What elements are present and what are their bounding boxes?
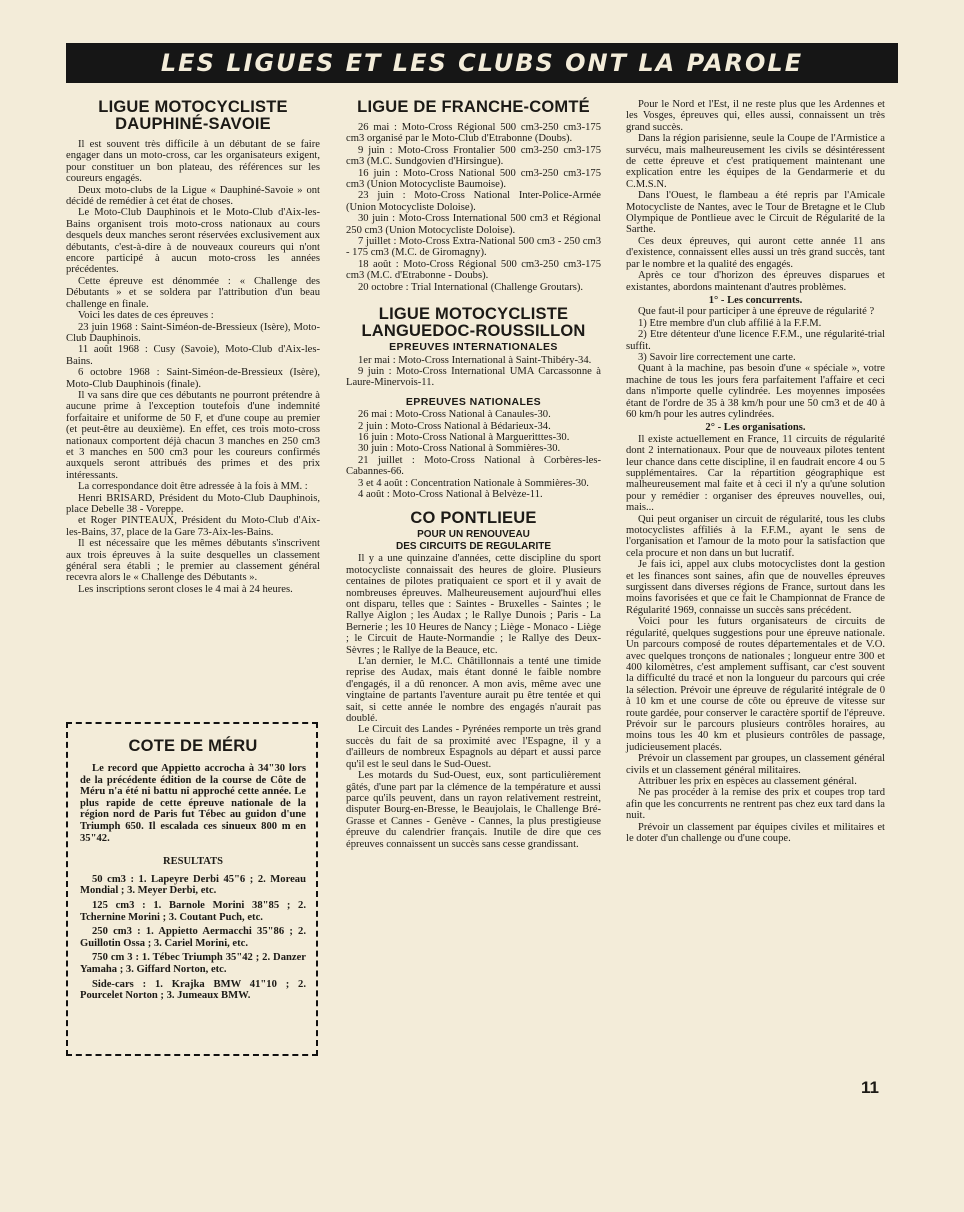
- paragraph: Il va sans dire que ces débutants ne pourront prétendre à aucune prime à l'exception toutefois d'une indemnité forfaitaire et uniforme de 50 F, et d'une coupe au premier (et peut-être au deuxième). En effet, ces trois moto-cross nationaux comportent déjà chacun 3 manches en 250 cm3 et 3 manches en 500 cm3 pour les coureurs confirmés auxquels seront attribués des primes et des prix intéressants.: [66, 389, 320, 481]
- section-banner: LES LIGUES ET LES CLUBS ONT LA PAROLE: [66, 43, 898, 83]
- column-right: [626, 99, 885, 844]
- column-middle: [346, 99, 601, 850]
- paragraph: 6 octobre 1968 : Saint-Siméon-de-Bressieux (Isère), Moto-Club Dauphinois (finale).: [66, 367, 320, 390]
- paragraph: Dans la région parisienne, seule la Coupe de l'Armistice a survécu, mais malheureusement les civils se désintéressent de cette épreuve et c'est pratiquement maintenant une explication entre les équipes de la Gendarmerie et du C.M.S.N.: [626, 133, 885, 190]
- event-line: 16 juin : Moto-Cross National à Margueritttes-30.: [358, 431, 570, 443]
- paragraph: Attribuer les prix en espèces au classement général.: [638, 775, 857, 787]
- franche-comte-body: [346, 122, 601, 293]
- paragraph: Le Moto-Club Dauphinois et le Moto-Club d'Aix-les-Bains organisent trois moto-cross nationaux au cours desquels deux manches seront réservées exclusivement aux débutants, c'est-à-dire à de nouveaux coureurs qui n'ont encore participé à aucun moto-cross les années précédentes.: [66, 207, 320, 276]
- national-events-heading: EPREUVES NATIONALES: [405, 395, 542, 408]
- event-line: 18 août : Moto-Cross Régional 500 cm3-250 cm3-175 cm3 (M.C. d'Etrabonne - Doubs).: [346, 258, 601, 282]
- paragraph: Voici les dates de ces épreuves :: [78, 310, 214, 322]
- event-line: 16 juin : Moto-Cross National 500 cm3-250 cm3-175 cm3 (Union Motocycliste Baumoise).: [346, 167, 601, 191]
- event-line: 3 et 4 août : Concentration Nationale à Sommières-30.: [358, 477, 589, 489]
- event-line: 21 juillet : Moto-Cross National à Corbères-les-Cabannes-66.: [346, 454, 601, 478]
- paragraph: Qui peut organiser un circuit de régularité, tous les clubs motocyclistes affiliés à la F.F.M., ayant le sens de l'organisation et l'amour de la moto pour la satisfaction que cela procure et non dans un but lucratif.: [626, 513, 885, 559]
- result-line: 250 cm3 : 1. Appietto Aermacchi 35"86 ; 2. Guillotin Ossa ; 3. Cariel Morini, etc.: [80, 926, 306, 949]
- co-subtitle-2: DES CIRCUITS DE REGULARITE: [395, 541, 551, 553]
- paragraph: Après ce tour d'horizon des épreuves disparues et existantes, abordons maintenant d'autres problèmes.: [626, 270, 885, 293]
- article-title-dauphine-savoie: LIGUE MOTOCYCLISTE DAUPHINÉ-SAVOIE: [98, 98, 288, 133]
- article-title-languedoc: LIGUE MOTOCYCLISTE LANGUEDOC-ROUSSILLON: [361, 305, 586, 341]
- column-dauphine-savoie: [66, 99, 320, 595]
- paragraph: Pour le Nord et l'Est, il ne reste plus que les Ardennes et les Vosges, épreuves qui, elles aussi, connaissent un très grand succès.: [626, 99, 885, 133]
- event-line: 9 juin : Moto-Cross Frontalier 500 cm3-250 cm3-175 cm3 (M.C. Sundgovien d'Hirsingue).: [346, 144, 601, 168]
- co-pontlieue-body: [346, 553, 601, 850]
- result-line: 50 cm3 : 1. Lapeyre Derbi 45"6 ; 2. Moreau Mondial ; 3. Meyer Derbi, etc.: [80, 873, 306, 897]
- paragraph: 3) Savoir lire correctement une carte.: [638, 351, 796, 363]
- event-line: 30 juin : Moto-Cross National à Sommières-30.: [358, 443, 561, 455]
- paragraph: L'an dernier, le M.C. Châtillonnais a tenté une timide reprise des Audax, mais étant donné le faible nombre d'engagés, il a dû renoncer. A mon avis, même avec une vingtaine de partants l'aventure aurait pu être tentée et qui sait, si cette année le nombre des engagés n'aurait pas doublé.: [346, 656, 601, 725]
- paragraph: Je fais ici, appel aux clubs motocyclistes dont la gestion et les finances sont saines, afin que de nouvelles épreuves surgissent dans diverses régions de France, surtout dans les moins favorisées et que ce fait le Championnat de France de Régularité 1969, connaisse un succès sans précédent.: [626, 559, 885, 616]
- result-line: Side-cars : 1. Krajka BMW 41"10 ; 2. Pourcelet Norton ; 3. Jumeaux BMW.: [80, 978, 306, 1002]
- paragraph: Il est souvent très difficile à un débutant de se faire engager dans un moto-cross, car les organisateurs exigent, pour constituer un bon plateau, des références sur les coureurs engagés.: [66, 139, 320, 185]
- paragraph: Voici pour les futurs organisateurs de circuits de régularité, quelques suggestions pour une épreuve nationale. Un parcours composé de routes départementales et de V.O. avec quelques tronçons de nationales ; longueur entre 300 et 400 kilomètres, c'est amplement suffisant, car c'est souvent la difficulté du tracé et non la longueur du parcours qui crée la sélection. Prévoir une épreuve de régularité intégrale de 0 à 10 km et une course de côte ou épreuve de vitesse sur route gardée, pour conserver le caractère sportif de l'épreuve. Prévoir sur le parcours plusieurs contrôles horaires, au moins tous les 40 km et plusieurs contrôles de passage, judicieusement placés.: [626, 616, 885, 753]
- paragraph: Le Circuit des Landes - Pyrénées remporte un très grand succès du fait de sa proximité avec l'Espagne, il y a d'ailleurs de nombreux Espagnols au départ et aussi parce qu'il est le seul dans le Sud-Ouest.: [346, 724, 601, 770]
- event-line: 1er mai : Moto-Cross International à Saint-Thibéry-34.: [358, 354, 592, 366]
- national-events-list: [346, 409, 601, 500]
- article-title-co-pontlieue: CO PONTLIEUE: [410, 509, 537, 528]
- paragraph: 23 juin 1968 : Saint-Siméon-de-Bressieux (Isère), Moto-Club Dauphinois.: [66, 321, 320, 344]
- event-line: 9 juin : Moto-Cross International UMA Carcassonne à Laure-Minervois-11.: [346, 365, 601, 389]
- paragraph: Les motards du Sud-Ouest, eux, sont particulièrement gâtés, d'une part par la clémence de la température et aussi parce qu'ils peuvent, dans un rayon relativement restreint, disputer Bourg-en-Bresse, le Beaujolais, le Challenge Bré-Grasse et Cannes - Genève - Cannes, la plus prestigieuse épreuve du calendrier français. Inutile de dire que ces épreuves connaissent un succès sans cesse grandissant.: [346, 770, 601, 850]
- paragraph: 1) Etre membre d'un club affilié à la F.F.M.: [638, 317, 822, 329]
- paragraph: Cette épreuve est dénommée : « Challenge des Débutants » et se soldera par l'attribution d'un beau challenge en finale.: [66, 275, 320, 310]
- paragraph: Prévoir un classement par équipes civiles et militaires et le doter d'un challenge ou d'une coupe.: [626, 821, 885, 844]
- event-line: 20 octobre : Trial International (Challenge Groutars).: [358, 281, 584, 293]
- cote-de-meru-box: [66, 722, 318, 1056]
- event-line: 26 mai : Moto-Cross Régional 500 cm3-250 cm3-175 cm3 organisé par le Moto-Club d'Etrabonne (Doubs).: [346, 122, 601, 145]
- article-title-franche-comte: LIGUE DE FRANCHE-COMTÉ: [357, 98, 590, 116]
- paragraph: Que faut-il pour participer à une épreuve de régularité ?: [638, 306, 875, 318]
- paragraph: Prévoir un classement par groupes, un classement général civils et un classement général militaires.: [626, 753, 885, 776]
- paragraph: et Roger PINTEAUX, Président du Moto-Club d'Aix-les-Bains, 37, place de la Gare 73-Aix-les-Bains.: [66, 515, 320, 538]
- intl-events-list: [346, 355, 601, 389]
- paragraph: Il y a une quinzaine d'années, cette discipline du sport motocycliste connaissait des heures de gloire. Plusieurs centaines de pilotes pratiquaient ce sport et il y avait de nombreuses épreuves. Malheureusement aujourd'hui elles ont disparu, telles que : Saintes - Bruxelles - Saintes ; le Rallye Aiglon ; les Audax ; le Rallye Dunois ; Paris - La Bernerie ; les 10 Heures de Nancy ; Liège - Monaco - Liège ; le Circuit de Haute-Normandie ; le Rallye des Deux-Sèvres ; le Rallye de la Beauce, etc.: [346, 553, 601, 656]
- paragraph: Les inscriptions seront closes le 4 mai à 24 heures.: [78, 583, 293, 595]
- co-subtitle-1: POUR UN RENOUVEAU: [417, 529, 530, 541]
- paragraph: 2) Etre détenteur d'une licence F.F.M., une régularité-trial suffit.: [626, 329, 885, 352]
- event-line: 26 mai : Moto-Cross National à Canaules-30.: [358, 409, 551, 421]
- results-list: [80, 874, 306, 1002]
- event-line: 30 juin : Moto-Cross International 500 cm3 et Régional 250 cm3 (Union Motocycliste Doloise).: [346, 213, 601, 236]
- intl-events-heading: EPREUVES INTERNATIONALES: [389, 341, 558, 354]
- paragraph: Il est nécessaire que les mêmes débutants s'inscrivent aux trois épreuves à la suite desquelles un classement général sera établi ; le premier au classement général recevra alors le « Challenge des Débutants ».: [66, 538, 320, 584]
- paragraph: Ces deux épreuves, qui auront cette année 11 ans d'existence, connaissent elles aussi un très grand succès, tant par le nombre et la qualité des engagés.: [626, 235, 885, 270]
- continued-body-c: [626, 434, 885, 845]
- paragraph: Dans l'Ouest, le flambeau a été repris par l'Amicale Motocycliste de Nantes, avec le Tour de Bretagne et le Club Olympique de Pontlieue avec le Circuit de Régularité de la Sarthe.: [626, 190, 885, 236]
- page-number: 11: [861, 1078, 879, 1097]
- event-line: 4 août : Moto-Cross National à Belvèze-11.: [358, 488, 543, 500]
- event-line: 7 juillet : Moto-Cross Extra-National 500 cm3 - 250 cm3 - 175 cm3 (M.C. de Giromagny).: [346, 236, 601, 259]
- continued-body-b: [626, 306, 885, 420]
- results-heading: RESULTATS: [163, 856, 223, 868]
- paragraph: La correspondance doit être adressée à la fois à MM. :: [78, 481, 308, 493]
- paragraph: Il existe actuellement en France, 11 circuits de régularité dont 2 internationaux. Pour que de nouveaux pilotes tentent leur chance dans cette discipline, il en faudrait encore 4 ou 5 supplémentaires. Car la répartition géographique est malheureusement mal faite et à ceci il n'y a qu'une solution pour y remédier : organiser des épreuves nouvelles, oui, mais...: [626, 433, 885, 514]
- paragraph: Deux moto-clubs de la Ligue « Dauphiné-Savoie » ont décidé de remédier à cet état de choses.: [66, 184, 320, 208]
- paragraph: Quant à la machine, pas besoin d'une « spéciale », votre machine de tous les jours fera parfaitement l'affaire et ceci dans n'importe quelle cylindrée. Les moyennes imposées étant de l'ordre de 35 à 38 km/h pour une 50 cm3 et de 40 à 60 km/h pour les autres cylindrées.: [626, 363, 885, 420]
- result-line: 750 cm 3 : 1. Tébec Triumph 35"42 ; 2. Danzer Yamaha ; 3. Giffard Norton, etc.: [80, 952, 306, 975]
- continued-body-a: [626, 99, 885, 293]
- cote-de-meru-title: COTE DE MÉRU: [128, 737, 258, 755]
- subhead-organisations: 2° - Les organisations.: [705, 422, 806, 434]
- result-line: 125 cm3 : 1. Barnole Morini 38"85 ; 2. Tchernine Morini ; 3. Coutant Puch, etc.: [80, 899, 306, 923]
- paragraph: 11 août 1968 : Cusy (Savoie), Moto-Club d'Aix-les-Bains.: [66, 344, 320, 367]
- subhead-concurrents: 1° - Les concurrents.: [708, 294, 803, 306]
- paragraph: Ne pas procéder à la remise des prix et coupes trop tard afin que les concurrents ne rentrent pas chez eux tard dans la nuit.: [626, 787, 885, 822]
- cote-de-meru-intro: Le record que Appietto accrocha à 34"30 lors de la précédente édition de la course de Côte de Méru n'a été ni battu ni approché cette année. Le plus rapide de cette épreuve nationale de la région nord de Paris fut Tébec au guidon d'une Triumph 650. Il escalada ces sinueux 800 m en 35"42.: [80, 763, 306, 844]
- event-line: 23 juin : Moto-Cross National Inter-Police-Armée (Union Motocycliste Doloise).: [346, 190, 601, 213]
- event-line: 2 juin : Moto-Cross National à Bédarieux-34.: [358, 420, 551, 432]
- paragraph: Henri BRISARD, Président du Moto-Club Dauphinois, place Debelle 38 - Voreppe.: [66, 492, 320, 515]
- article-body-dauphine-savoie: [66, 139, 320, 595]
